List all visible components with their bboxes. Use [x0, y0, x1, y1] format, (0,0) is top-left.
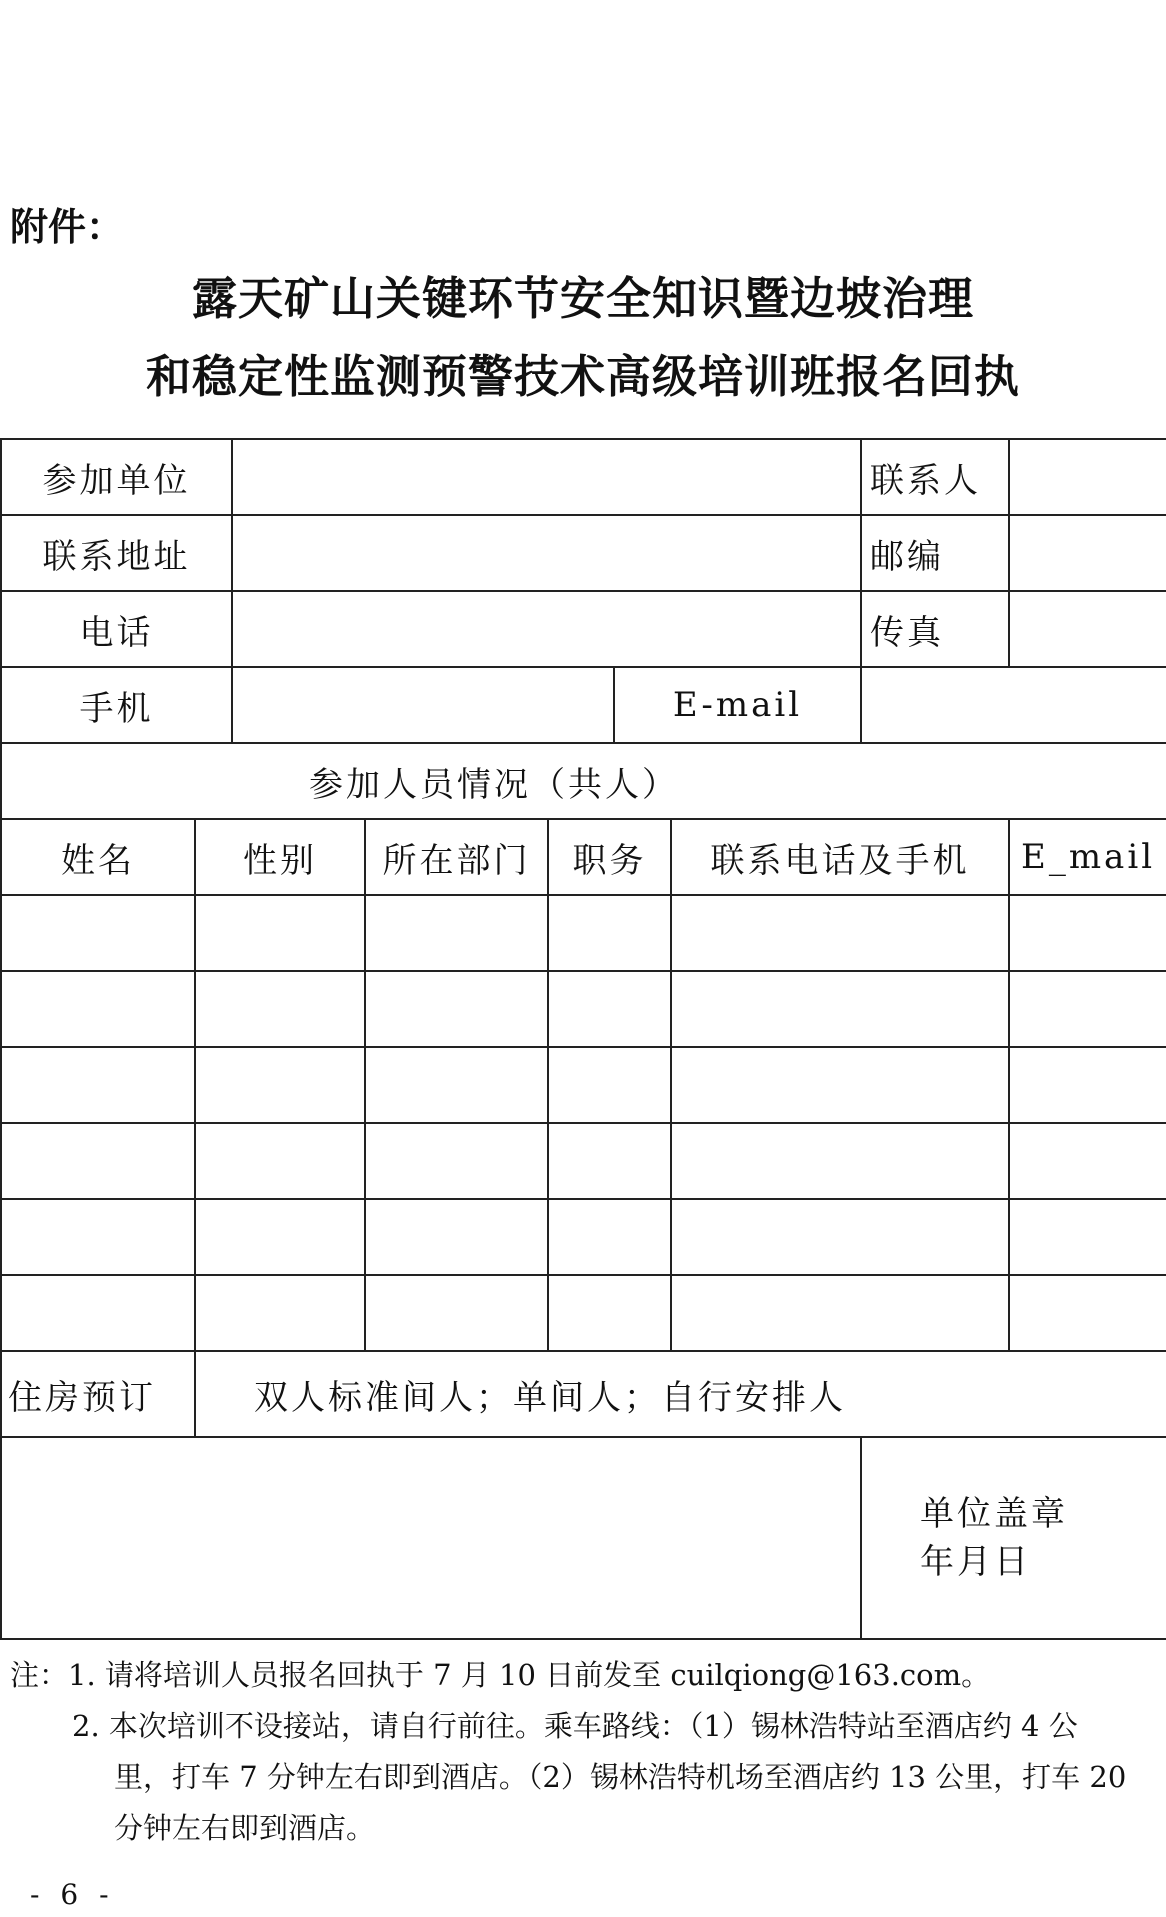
cell-department[interactable]	[365, 971, 548, 1047]
cell-position[interactable]	[548, 1275, 671, 1351]
email-label: E-mail	[614, 667, 861, 743]
cell-position[interactable]	[548, 895, 671, 971]
cell-email[interactable]	[1009, 895, 1166, 971]
column-header-gender: 性别	[195, 819, 365, 895]
mobile-row	[1, 667, 1166, 743]
phone-field[interactable]	[232, 591, 861, 667]
signature-row	[1, 1437, 1166, 1639]
table-row	[1, 1123, 1166, 1199]
note-2-line1: 2. 本次培训不设接站，请自行前往。乘车路线：（1）锡林浩特站至酒店约 4 公	[72, 1709, 1078, 1743]
cell-position[interactable]	[548, 1123, 671, 1199]
contact-person-field[interactable]	[1009, 439, 1166, 515]
notes-section	[10, 1650, 1130, 1854]
cell-phone[interactable]	[671, 895, 1009, 971]
housing-options[interactable]: 双人标准间人；单间人；自行安排人	[195, 1351, 1166, 1437]
date-label: 年月日	[920, 1542, 1032, 1582]
cell-department[interactable]	[365, 1047, 548, 1123]
cell-position[interactable]	[548, 971, 671, 1047]
cell-phone[interactable]	[671, 1199, 1009, 1275]
postcode-label: 邮编	[861, 515, 1009, 591]
column-header-name: 姓名	[1, 819, 195, 895]
table-row	[1, 971, 1166, 1047]
registration-form-table	[0, 438, 1166, 1640]
cell-name[interactable]	[1, 1199, 195, 1275]
cell-phone[interactable]	[671, 1123, 1009, 1199]
housing-label: 住房预订	[1, 1351, 195, 1437]
cell-phone[interactable]	[671, 1047, 1009, 1123]
mobile-label: 手机	[1, 667, 232, 743]
cell-name[interactable]	[1, 971, 195, 1047]
note-1: 注：1. 请将培训人员报名回执于 7 月 10 日前发至 cuilqiong@163.com。	[10, 1658, 991, 1692]
address-row	[1, 515, 1166, 591]
address-label: 联系地址	[1, 515, 232, 591]
table-row	[1, 1199, 1166, 1275]
document-title-line2: 和稳定性监测预警技术高级培训班报名回执	[145, 350, 1020, 403]
phone-label: 电话	[1, 591, 232, 667]
table-row	[1, 1047, 1166, 1123]
cell-gender[interactable]	[195, 1047, 365, 1123]
cell-email[interactable]	[1009, 971, 1166, 1047]
participants-header-row	[1, 819, 1166, 895]
participants-heading-row	[1, 743, 1166, 819]
mobile-field[interactable]	[232, 667, 614, 743]
cell-gender[interactable]	[195, 1275, 365, 1351]
cell-email[interactable]	[1009, 1199, 1166, 1275]
document-title-line1: 露天矿山关键环节安全知识暨边坡治理	[191, 272, 974, 325]
page-number: - 6 -	[30, 1878, 115, 1911]
cell-position[interactable]	[548, 1199, 671, 1275]
note-2-line2: 里，打车 7 分钟左右即到酒店。（2）锡林浩特机场至酒店约 13 公里，打车 20	[114, 1760, 1127, 1794]
unit-row	[1, 439, 1166, 515]
cell-email[interactable]	[1009, 1123, 1166, 1199]
note-2-line3: 分钟左右即到酒店。	[114, 1811, 376, 1845]
cell-name[interactable]	[1, 1047, 195, 1123]
column-header-position: 职务	[548, 819, 671, 895]
cell-email[interactable]	[1009, 1275, 1166, 1351]
cell-department[interactable]	[365, 1123, 548, 1199]
cell-gender[interactable]	[195, 1199, 365, 1275]
cell-name[interactable]	[1, 1275, 195, 1351]
email-field[interactable]	[861, 667, 1166, 743]
cell-name[interactable]	[1, 895, 195, 971]
stamp-label: 单位盖章	[920, 1494, 1069, 1534]
cell-phone[interactable]	[671, 971, 1009, 1047]
cell-gender[interactable]	[195, 895, 365, 971]
cell-department[interactable]	[365, 1199, 548, 1275]
attachment-label: 附件：	[10, 205, 125, 249]
table-row	[1, 1275, 1166, 1351]
housing-row	[1, 1351, 1166, 1437]
participants-heading: 参加人员情况（共人）	[1, 743, 1166, 819]
phone-row	[1, 591, 1166, 667]
fax-field[interactable]	[1009, 591, 1166, 667]
column-header-phone: 联系电话及手机	[671, 819, 1009, 895]
contact-person-label: 联系人	[861, 439, 1009, 515]
cell-department[interactable]	[365, 895, 548, 971]
unit-field[interactable]	[232, 439, 861, 515]
cell-position[interactable]	[548, 1047, 671, 1123]
stamp-area	[861, 1437, 1166, 1639]
column-header-email: E_mail	[1009, 819, 1166, 895]
cell-gender[interactable]	[195, 1123, 365, 1199]
table-row	[1, 895, 1166, 971]
cell-department[interactable]	[365, 1275, 548, 1351]
column-header-department: 所在部门	[365, 819, 548, 895]
cell-email[interactable]	[1009, 1047, 1166, 1123]
cell-gender[interactable]	[195, 971, 365, 1047]
cell-name[interactable]	[1, 1123, 195, 1199]
fax-label: 传真	[861, 591, 1009, 667]
address-field[interactable]	[232, 515, 861, 591]
postcode-field[interactable]	[1009, 515, 1166, 591]
cell-phone[interactable]	[671, 1275, 1009, 1351]
unit-label: 参加单位	[1, 439, 232, 515]
signature-blank-area[interactable]	[1, 1437, 861, 1639]
